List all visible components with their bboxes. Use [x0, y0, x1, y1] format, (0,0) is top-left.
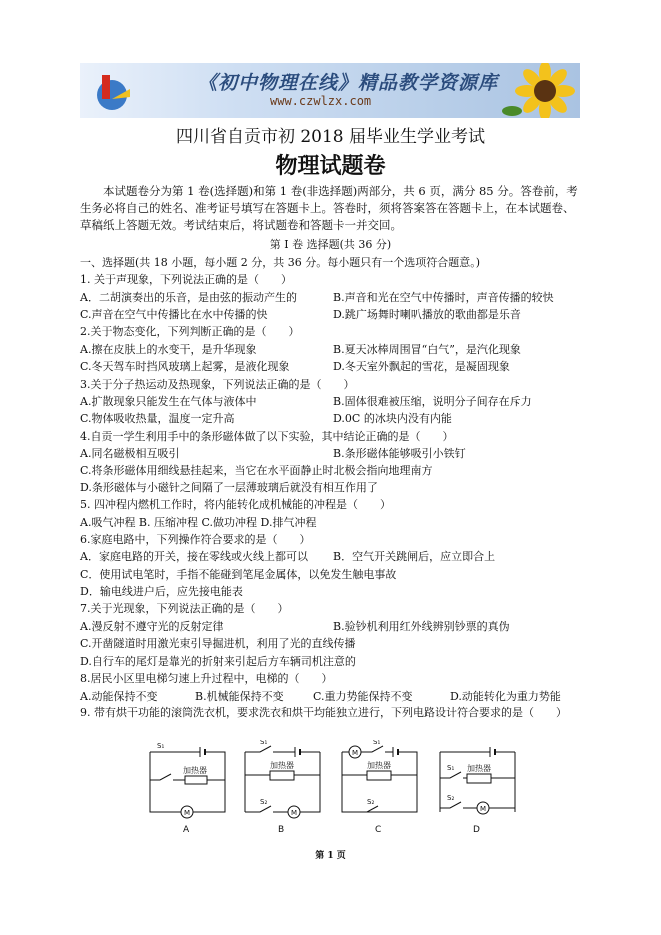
circuit-label: C: [375, 825, 382, 835]
question-stem: 6.家庭电路中，下列操作符合要求的是（ ）: [80, 533, 311, 546]
option-a: A.漫反射不遵守光的反射定律: [80, 620, 224, 633]
switch-label: S₁: [157, 742, 165, 750]
heater-label: 加热器: [367, 761, 391, 770]
section-title: 第 I 卷 选择题(共 36 分): [269, 238, 392, 251]
exam-title: 四川省自贡市初 2018 届毕业生学业考试: [175, 127, 486, 147]
motor-label: M: [184, 809, 191, 817]
sunflower-icon: [500, 63, 580, 118]
option-c: C.重力势能保持不变: [313, 690, 413, 703]
switch-label: S₁: [447, 764, 455, 772]
banner-url: www.czwlzx.com: [270, 94, 372, 108]
question-stem: 3.关于分子热运动及热现象，下列说法正确的是（ ）: [80, 378, 355, 391]
option-d: D.动能转化为重力势能: [450, 690, 561, 703]
motor-label: M: [291, 809, 298, 817]
circuit-d: [440, 747, 515, 835]
option-c: C.将条形磁体用细线悬挂起来，当它在水平面静止时北极会指向地理南方: [80, 464, 433, 477]
instruction: 一、选择题(共 18 小题，每小题 2 分，共 36 分。每小题只有一个选项符合题意。): [80, 256, 481, 269]
circuit-a: [150, 742, 225, 835]
option-d: D．输电线进户后，应先接电能表: [80, 585, 243, 598]
option-b: B.机械能保持不变: [195, 690, 284, 703]
question-stem: 2.关于物态变化，下列判断正确的是（ ）: [80, 325, 300, 338]
option-a: A．二胡演奏出的乐音，是由弦的振动产生的: [80, 291, 297, 304]
option-c: C.开凿隧道时用激光束引导掘进机，利用了光的直线传播: [80, 637, 356, 650]
option-b: B．空气开关跳闸后，应立即合上: [333, 550, 496, 563]
option-a: A.同名磁极相互吸引: [80, 447, 180, 460]
circuit-b: [245, 740, 320, 835]
motor-label: M: [480, 805, 487, 813]
circuit-label: A: [183, 825, 190, 835]
heater-label: 加热器: [270, 761, 294, 770]
question-stem: 7.关于光现象，下列说法正确的是（ ）: [80, 602, 289, 615]
option-d: D.0C 的冰块内没有内能: [333, 412, 452, 425]
switch-label: S₁: [373, 740, 381, 746]
page-number: 第 1 页: [315, 851, 346, 861]
paper-title: 物理试题卷: [275, 153, 386, 179]
intro-paragraph: 本试题卷分为第 1 卷(选择题)和第 1 卷(非选择题)两部分，共 6 页，满分 85 分。答卷前，考生务必将自己的姓名、准考证号填写在答题卡上。答卷时，须将答案答在答题卡上，在本试题卷、草稿纸上答题无效。考试结束后，将试题卷和答题卡一并交回。: [80, 184, 578, 232]
options-line: A.吸气冲程 B. 压缩冲程 C.做功冲程 D.排气冲程: [80, 516, 317, 529]
circuit-diagrams: [145, 740, 525, 840]
option-c: C.物体吸收热量，温度一定升高: [80, 412, 235, 425]
option-a: A．家庭电路的开关，接在零线或火线上都可以: [80, 550, 308, 563]
header-banner: [80, 63, 580, 118]
switch-label: S₂: [260, 798, 268, 806]
question-stem: 5. 四冲程内燃机工作时，将内能转化成机械能的冲程是（ ）: [80, 498, 391, 511]
option-c: C.声音在空气中传播比在水中传播的快: [80, 308, 268, 321]
option-b: B.夏天冰棒周围冒“白气”，是汽化现象: [333, 343, 521, 356]
circuit-label: D: [473, 825, 480, 835]
option-a: A.动能保持不变: [80, 690, 158, 703]
question-stem: 4.自贡一学生利用手中的条形磁体做了以下实验，其中结论正确的是（ ）: [80, 430, 454, 443]
switch-label: S₂: [367, 798, 375, 806]
banner-title: 《初中物理在线》精品教学资源库: [198, 72, 499, 94]
logo-icon: [90, 69, 140, 113]
option-b: B.验钞机利用红外线辨别钞票的真伪: [333, 620, 510, 633]
switch-label: S₁: [260, 740, 268, 746]
option-b: B.条形磁体能够吸引小铁钉: [333, 447, 466, 460]
circuit-c: [342, 740, 417, 835]
option-c: C．使用试电笔时，手指不能碰到笔尾金属体，以免发生触电事故: [80, 568, 397, 581]
switch-label: S₂: [447, 794, 455, 802]
option-a: A.扩散现象只能发生在气体与液体中: [80, 395, 257, 408]
option-b: B.固体很难被压缩，说明分子间存在斥力: [333, 395, 532, 408]
option-c: C.冬天驾车时挡风玻璃上起雾，是液化现象: [80, 360, 290, 373]
option-a: A.擦在皮肤上的水变干，是升华现象: [80, 343, 257, 356]
option-d: D.条形磁体与小磁针之间隔了一层薄玻璃后就没有相互作用了: [80, 481, 378, 494]
question-stem: 8.居民小区里电梯匀速上升过程中，电梯的（ ）: [80, 672, 333, 685]
heater-label: 加热器: [467, 764, 491, 773]
option-d: D.跳广场舞时喇叭播放的歌曲都是乐音: [333, 308, 521, 321]
question-stem: 9. 带有烘干功能的滚筒洗衣机，要求洗衣和烘干均能独立进行，下列电路设计符合要求的是（ ）: [80, 706, 567, 719]
option-d: D.冬天室外飘起的雪花，是凝固现象: [333, 360, 510, 373]
motor-label: M: [352, 749, 359, 757]
question-stem: 1. 关于声现象，下列说法正确的是（ ）: [80, 273, 292, 286]
option-d: D.自行车的尾灯是靠光的折射来引起后方车辆司机注意的: [80, 655, 356, 668]
heater-label: 加热器: [183, 766, 207, 775]
circuit-label: B: [278, 825, 285, 835]
option-b: B.声音和光在空气中传播时，声音传播的较快: [333, 291, 554, 304]
